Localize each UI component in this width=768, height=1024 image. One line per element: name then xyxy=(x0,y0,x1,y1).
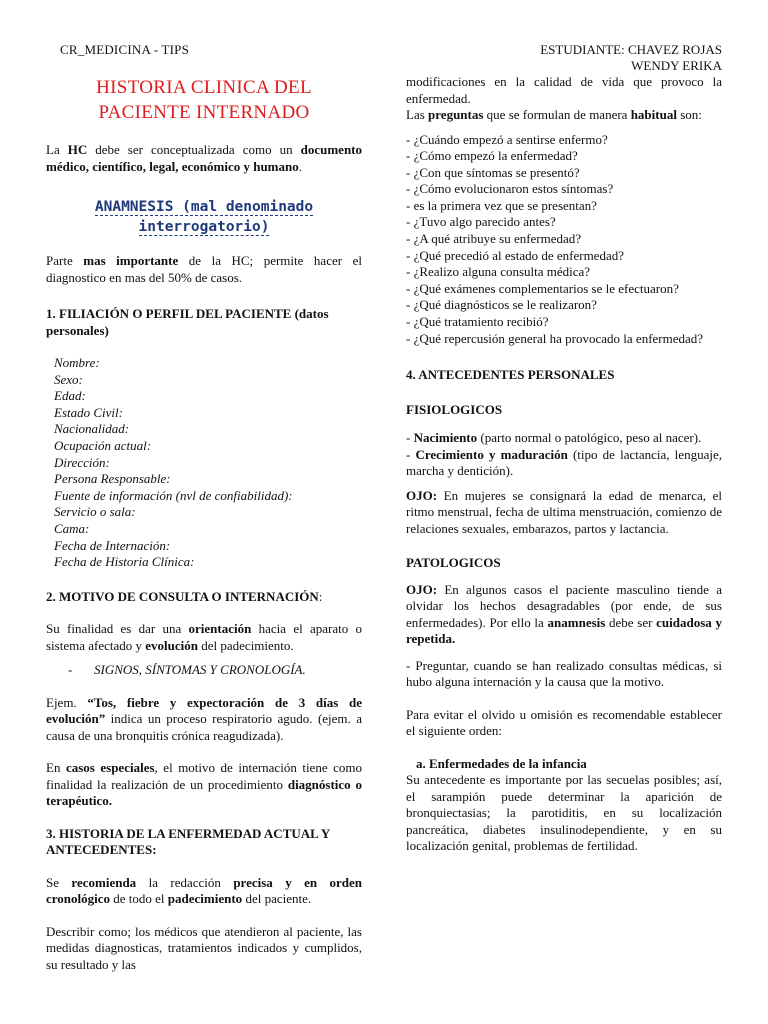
enfermedades-infancia-heading: a. Enfermedades de la infancia xyxy=(416,755,587,771)
list-item: - es la primera vez que se presentan? xyxy=(406,197,597,213)
list-item: Nacionalidad: xyxy=(54,421,130,437)
list-item: - ¿Cómo empezó la enfermedad? xyxy=(406,148,578,164)
student-name-line1: ESTUDIANTE: CHAVEZ ROJAS xyxy=(540,42,722,57)
fisio-item-crecimiento: - Crecimiento y maduración (tipo de lactancia, lenguaje, marcha y dentición). xyxy=(406,446,722,479)
fisiologicos-heading: FISIOLOGICOS xyxy=(406,401,503,417)
page-header-right xyxy=(540,42,722,74)
ojo-note-women: OJO: En mujeres se consignará la edad de menarca, el ritmo menstrual, fecha de ultima menstruación, comienzo de relaciones sexuales, embarazos, partos y lactancia. xyxy=(406,487,722,536)
list-item: - ¿Qué precedió al estado de enfermedad? xyxy=(406,247,624,263)
intro-paragraph: La HC debe ser conceptualizada como un documento médico, científico, legal, económico y humano. xyxy=(46,142,362,174)
signs-symptoms-item: - SIGNOS, SÍNTOMAS Y CRONOLOGÍA. xyxy=(68,662,306,678)
student-name-line2: WENDY ERIKA xyxy=(631,58,722,73)
enfermedades-infancia-text: Su antecedente es importante por las secuelas posibles; así, el sarampión puede determinar la aparición de bronquiectasias; la parotiditis, en su localización pancreática, diabetes insulinodependiente, y en su localización genital, problemas de fertilidad. xyxy=(406,772,722,854)
ojo-note-men: OJO: En algunos casos el paciente masculino tiende a olvidar los hechos desagradables (por ende, de sus enfermedades). Por ello la anamnesis debe ser cuidadosa y repetida. xyxy=(406,581,722,647)
list-item: - ¿Realizo alguna consulta médica? xyxy=(406,264,591,280)
list-item: - ¿Cómo evolucionaron estos síntomas? xyxy=(406,181,614,197)
preguntar-paragraph: - Preguntar, cuando se han realizado consultas médicas, si hubo alguna internación y la causa que la motivo. xyxy=(406,657,722,690)
evitar-olvido-paragraph: Para evitar el olvido u omisión es recomendable establecer el siguiente orden: xyxy=(406,706,722,739)
anamnesis-heading: ANAMNESIS (mal denominado interrogatorio) xyxy=(94,199,314,235)
list-item: - ¿Qué diagnósticos se le realizaron? xyxy=(406,297,597,313)
list-item: - ¿Qué tratamiento recibió? xyxy=(406,314,549,330)
questions-list xyxy=(406,132,722,348)
section3-paragraph2: Describir como; los médicos que atendieron al paciente, las medidas diagnosticas, tratamientos indicados y cumplidos, su resultado y las xyxy=(46,923,362,972)
list-item: Cama: xyxy=(54,520,90,536)
list-item: Nombre: xyxy=(54,355,100,370)
page-header-left: CR_MEDICINA - TIPS xyxy=(60,42,190,57)
list-item: Servicio o sala: xyxy=(54,504,136,520)
list-item: Fecha de Historia Clínica: xyxy=(54,554,195,570)
section3-questions-intro: Las preguntas que se formulan de manera habitual son: xyxy=(406,107,702,122)
section3-paragraph2-continued: modificaciones en la calidad de vida que provoco la enfermedad. xyxy=(406,74,722,106)
fisio-item-nacimiento: - Nacimiento (parto normal o patológico, peso al nacer). xyxy=(406,430,702,446)
section2-example: Ejem. “Tos, fiebre y expectoración de 3 días de evolución” indica un proceso respiratorio agudo. (ejem. a causa de una bronquitis crónica reagudizada). xyxy=(46,694,362,743)
patient-fields-list xyxy=(54,355,362,571)
list-item: Ocupación actual: xyxy=(54,437,152,453)
section2-special-cases: En casos especiales, el motivo de internación tiene como finalidad la realización de un procedimiento diagnóstico o terapéutico. xyxy=(46,760,362,809)
list-item: - ¿Tuvo algo parecido antes? xyxy=(406,214,556,230)
list-item: Persona Responsable: xyxy=(54,471,171,487)
list-item: Sexo: xyxy=(54,371,83,387)
section4-heading: 4. ANTECEDENTES PERSONALES xyxy=(406,367,615,383)
section3-paragraph1: Se recomienda la redacción precisa y en orden cronológico de todo el padecimiento del paciente. xyxy=(46,874,363,907)
list-item: - ¿Cuándo empezó a sentirse enfermo? xyxy=(406,131,608,147)
right-column xyxy=(406,74,722,855)
list-item: - ¿Qué repercusión general ha provocado la enfermedad? xyxy=(406,330,704,346)
list-item: Fecha de Internación: xyxy=(54,537,171,553)
left-column xyxy=(46,74,362,973)
list-item: Dirección: xyxy=(54,454,110,470)
list-item: - ¿Qué exámenes complementarios se le efectuaron? xyxy=(406,280,679,296)
list-item: Edad: xyxy=(54,388,86,404)
list-item: - ¿A qué atribuye su enfermedad? xyxy=(406,231,582,247)
title-line1: HISTORIA CLINICA DEL xyxy=(96,77,312,98)
section2-heading: 2. MOTIVO DE CONSULTA O INTERNACIÓN: xyxy=(46,588,323,604)
list-item: Fuente de información (nvl de confiabilidad): xyxy=(54,487,293,503)
anamnesis-paragraph: Parte mas importante de la HC; permite hacer el diagnostico en mas del 50% de casos. xyxy=(46,253,362,285)
section1-heading: 1. FILIACIÓN O PERFIL DEL PACIENTE (datos personales) xyxy=(46,306,329,338)
patologicos-heading: PATOLOGICOS xyxy=(406,555,501,571)
list-item: - ¿Con que síntomas se presentó? xyxy=(406,164,580,180)
title-line2: PACIENTE INTERNADO xyxy=(98,102,310,123)
document-title xyxy=(46,76,362,124)
section2-paragraph1: Su finalidad es dar una orientación hacia el aparato o sistema afectado y evolución del padecimiento. xyxy=(46,621,362,653)
list-item: Estado Civil: xyxy=(54,404,123,420)
section3-heading: 3. HISTORIA DE LA ENFERMEDAD ACTUAL Y ANTECEDENTES: xyxy=(46,825,330,858)
